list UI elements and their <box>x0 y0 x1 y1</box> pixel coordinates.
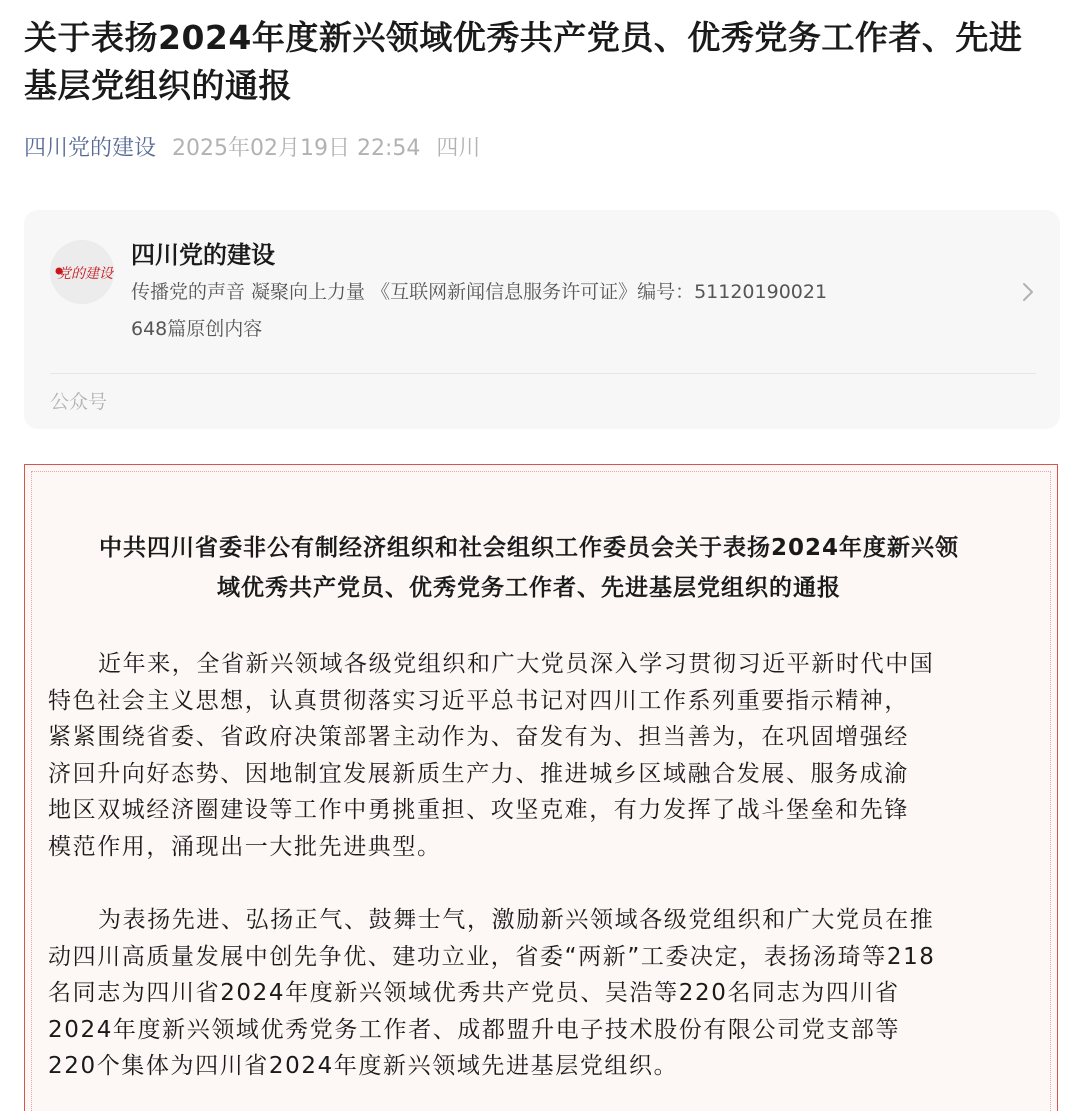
paragraph-1 <box>48 646 1038 866</box>
paragraph-2-line: 2024年度新兴领域优秀党务工作者、成都盟升电子技术股份有限公司党支部等 <box>48 1016 901 1043</box>
original-content-count: 648篇原创内容 <box>131 318 263 340</box>
paragraph-1-line: 近年来，全省新兴领域各级党组织和广大党员深入学习贯彻习近平新时代中国 <box>98 651 935 677</box>
account-name[interactable]: 四川党的建设 <box>131 241 275 269</box>
account-profile-card[interactable] <box>24 210 1060 429</box>
document-title-line-1: 中共四川省委非公有制经济组织和社会组织工作委员会关于表扬2024年度新兴领 <box>98 535 959 561</box>
article-title-line-2: 基层党组织的通报 <box>24 66 292 105</box>
account-type-label: 公众号 <box>50 391 108 413</box>
paragraph-2-line: 为表扬先进、弘扬正气、鼓舞士气，激励新兴领域各级党组织和广大党员在推 <box>98 907 935 933</box>
article-title-line-1: 关于表扬2024年度新兴领域优秀共产党员、优秀党务工作者、先进 <box>24 18 1023 57</box>
paragraph-1-line: 济回升向好态势、因地制宜发展新质生产力、推进城乡区域融合发展、服务成渝 <box>48 760 909 787</box>
article-meta <box>24 128 480 164</box>
party-building-logo-icon <box>50 240 114 304</box>
document-title <box>24 528 1034 608</box>
paragraph-2 <box>48 902 1038 1085</box>
paragraph-1-line: 地区双城经济圈建设等工作中勇挑重担、攻坚克难，有力发挥了战斗堡垒和先锋 <box>48 797 909 824</box>
paragraph-1-line: 模范作用，涌现出一大批先进典型。 <box>48 833 442 860</box>
paragraph-1-line: 特色社会主义思想，认真贯彻落实习近平总书记对四川工作系列重要指示精神， <box>48 687 909 714</box>
publish-date: 2025年02月19日 22:54 <box>172 135 421 161</box>
paragraph-2-line: 动四川高质量发展中创先争优、建功立业，省委“两新”工委决定，表扬汤琦等218 <box>48 943 936 970</box>
paragraph-2-line: 220个集体为四川省2024年度新兴领域先进基层党组织。 <box>48 1053 679 1080</box>
chevron-right-icon[interactable] <box>1016 280 1040 304</box>
publish-location: 四川 <box>436 135 481 161</box>
paragraph-2-line: 名同志为四川省2024年度新兴领域优秀共产党员、吴浩等220名同志为四川省 <box>48 980 900 1007</box>
document-title-line-2: 域优秀共产党员、优秀党务工作者、先进基层党组织的通报 <box>217 575 841 601</box>
logo-text: 党的建设 <box>57 266 113 282</box>
author-link[interactable]: 四川党的建设 <box>24 135 157 161</box>
account-description: 传播党的声音 凝聚向上力量 《互联网新闻信息服务许可证》编号：51120190021 <box>131 281 828 303</box>
card-divider <box>50 373 1036 374</box>
account-avatar[interactable] <box>50 240 114 304</box>
article-title <box>24 14 1054 110</box>
paragraph-1-line: 紧紧围绕省委、省政府决策部署主动作为、奋发有为、担当善为，在巩固增强经 <box>48 724 909 751</box>
